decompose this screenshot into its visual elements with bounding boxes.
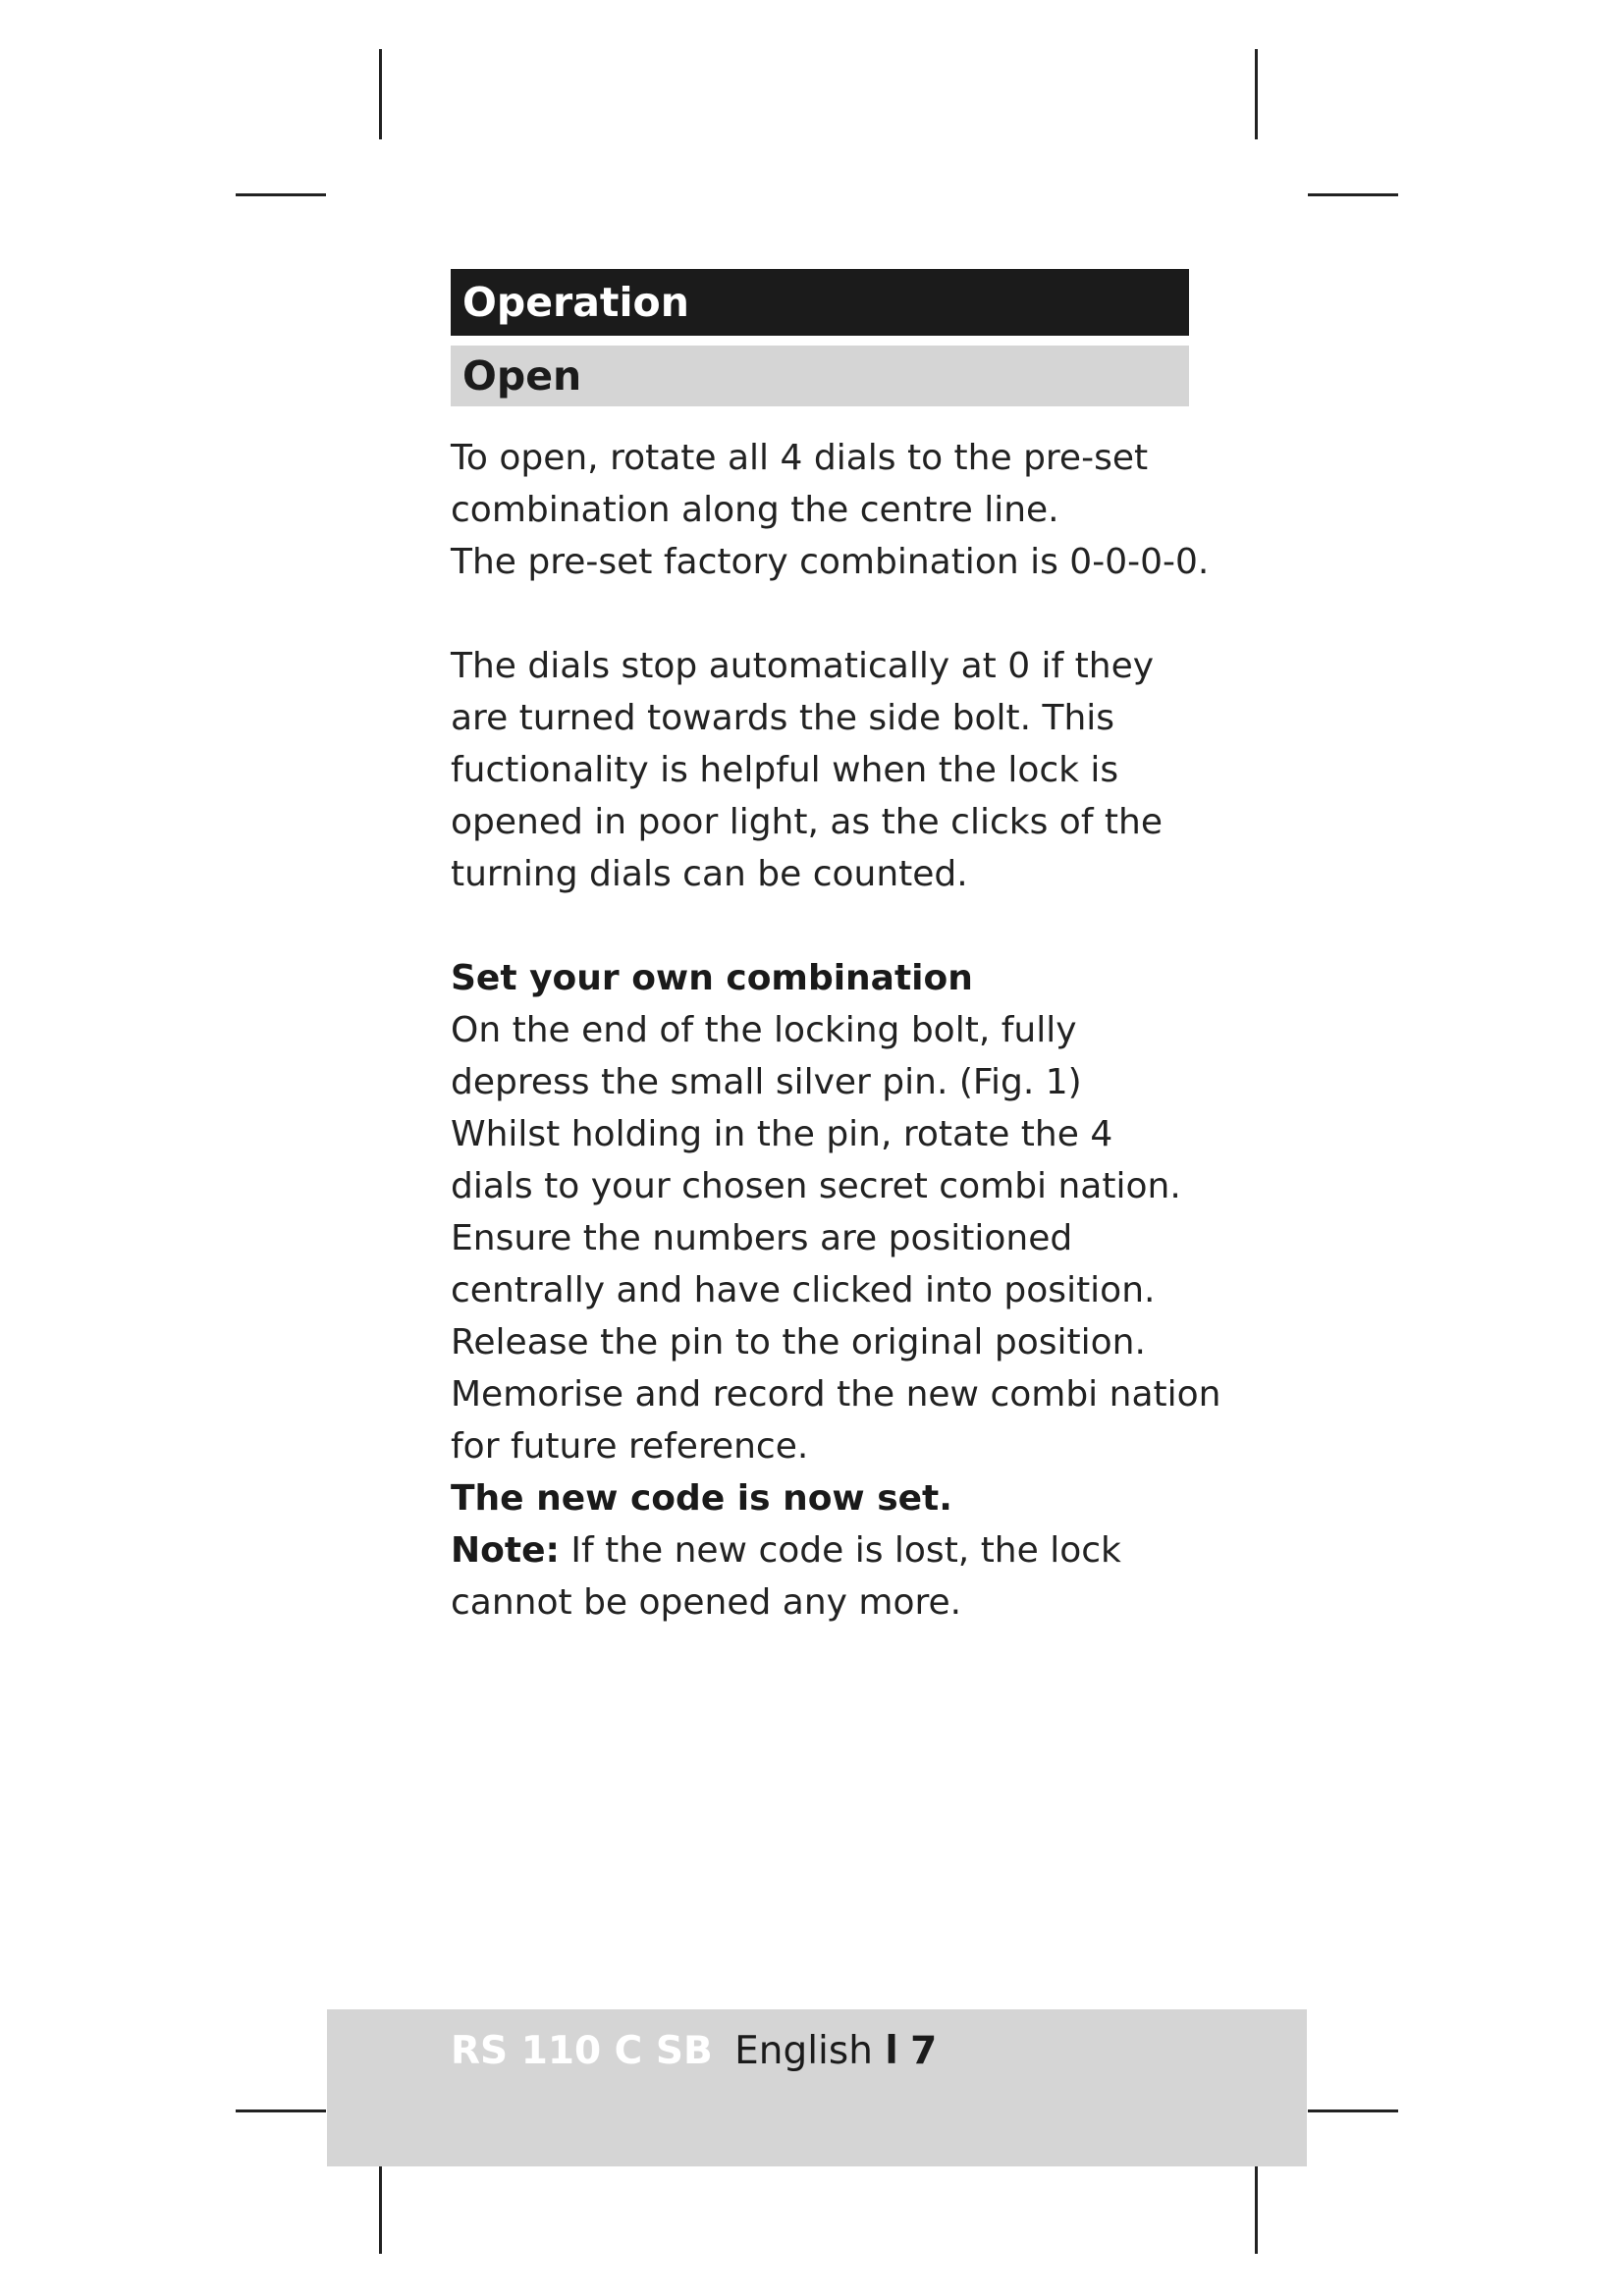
set-combination-line: dials to your chosen secret combi nation. — [451, 1166, 1181, 1206]
crop-mark-top-left-horizontal — [236, 193, 326, 196]
paragraph-gap — [451, 588, 1197, 640]
open-paragraph-line: combination along the centre line. — [451, 490, 1059, 530]
set-combination-line: Ensure the numbers are positioned — [451, 1218, 1073, 1258]
note-line-2: cannot be opened any more. — [451, 1582, 962, 1623]
crop-mark-bottom-left-vertical — [379, 2163, 382, 2254]
crop-mark-top-right-vertical — [1255, 49, 1258, 139]
set-combination-line: On the end of the locking bolt, fully — [451, 1010, 1077, 1050]
subsection-title: Open — [451, 346, 1189, 406]
document-body — [451, 432, 1221, 1629]
dials-paragraph-line: The dials stop automatically at 0 if they — [451, 646, 1155, 686]
crop-mark-bottom-right-horizontal — [1308, 2109, 1398, 2112]
crop-mark-top-right-horizontal — [1308, 193, 1398, 196]
crop-mark-bottom-left-horizontal — [236, 2109, 326, 2112]
code-set-text: The new code is now set. — [451, 1478, 952, 1519]
footer-language: English — [734, 2029, 873, 2073]
note-text: If the new code is lost, the lock — [559, 1530, 1121, 1571]
footer-model: RS 110 C SB — [451, 2029, 713, 2073]
set-combination-line: Whilst holding in the pin, rotate the 4 — [451, 1114, 1113, 1154]
set-combination-heading: Set your own combination — [451, 958, 973, 998]
paragraph-gap — [451, 900, 1197, 952]
dials-paragraph-line: opened in poor light, as the clicks of the — [451, 802, 1164, 842]
open-paragraph-line: The pre-set factory combination is 0-0-0-0. — [451, 542, 1210, 582]
note-label: Note: — [451, 1530, 560, 1571]
page-footer — [327, 2009, 1307, 2166]
set-combination-line: depress the small silver pin. (Fig. 1) — [451, 1062, 1082, 1102]
note-line-1 — [451, 1524, 1197, 1576]
set-combination-line: centrally and have clicked into position. — [451, 1270, 1156, 1310]
set-combination-line: Release the pin to the original position. — [451, 1322, 1146, 1362]
dials-paragraph-line: are turned towards the side bolt. This — [451, 698, 1115, 738]
set-combination-line: for future reference. — [451, 1426, 809, 1467]
footer-separator: l — [885, 2029, 898, 2073]
crop-mark-bottom-right-vertical — [1255, 2163, 1258, 2254]
crop-mark-top-left-vertical — [379, 49, 382, 139]
footer-text — [451, 2027, 937, 2076]
set-combination-line: Memorise and record the new combi nation — [451, 1374, 1221, 1415]
dials-paragraph-line: turning dials can be counted. — [451, 854, 968, 894]
page-number: 7 — [910, 2029, 938, 2073]
open-paragraph-line: To open, rotate all 4 dials to the pre-set — [451, 438, 1149, 478]
dials-paragraph-line: fuctionality is helpful when the lock is — [451, 750, 1119, 790]
section-title: Operation — [451, 269, 1189, 336]
